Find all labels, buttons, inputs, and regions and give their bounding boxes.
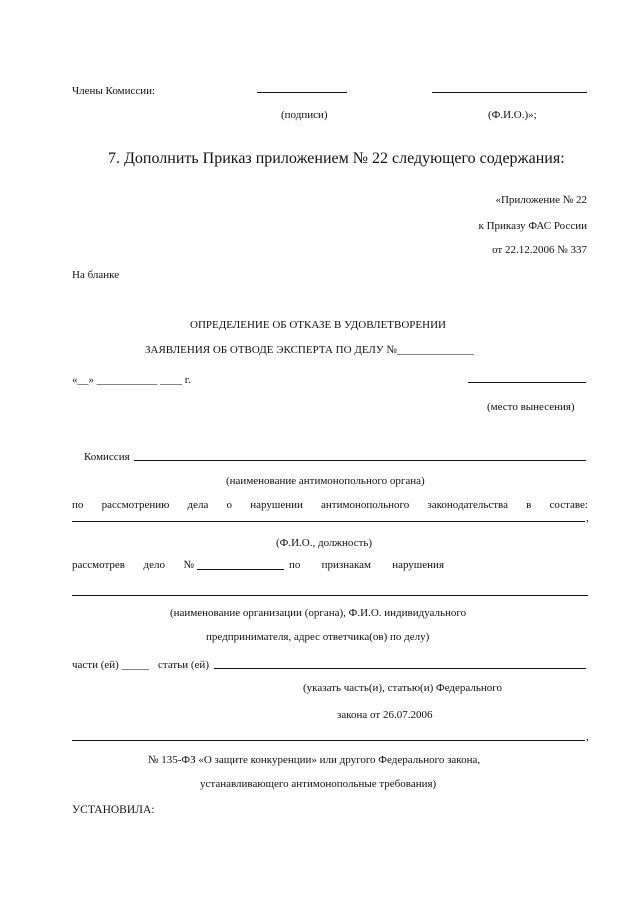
item-7-heading: 7. Дополнить Приказ приложением № 22 следующего содержания: xyxy=(108,150,565,167)
appendix-line-3: от 22.12.2006 № 337 xyxy=(492,244,587,256)
word: по xyxy=(289,559,301,571)
established-heading: УСТАНОВИЛА: xyxy=(72,804,155,816)
word: нарушения xyxy=(392,559,444,571)
word: рассмотрев xyxy=(72,559,125,571)
word: антимонопольного xyxy=(321,499,410,511)
word: признакам xyxy=(321,559,371,571)
signatures-caption: (подписи) xyxy=(281,109,328,121)
letterhead-note: На бланке xyxy=(72,269,120,281)
place-line xyxy=(468,382,586,383)
word: № xyxy=(183,559,194,571)
articles-label: статьи (ей) xyxy=(158,659,209,671)
respondent-line xyxy=(72,595,588,596)
word: в xyxy=(526,499,532,511)
articles-line xyxy=(214,668,586,669)
appendix-line-2: к Приказу ФАС России xyxy=(478,220,587,232)
commission-label: Комиссия xyxy=(84,451,130,463)
consideration-row xyxy=(72,500,588,511)
respondent-caption-line-2: предпринимателя, адрес ответчика(ов) по делу) xyxy=(206,631,430,643)
fio-position-caption: (Ф.И.О., должность) xyxy=(276,537,373,549)
law-caption-line-2: закона от 26.07.2006 xyxy=(337,709,433,721)
composition-line xyxy=(72,521,585,522)
law-comma: , xyxy=(586,731,589,743)
commission-caption: (наименование антимонопольного органа) xyxy=(226,475,425,487)
document-title-line-2: ЗАЯВЛЕНИЯ ОБ ОТВОДЕ ЭКСПЕРТА ПО ДЕЛУ №______________ xyxy=(145,344,474,356)
commission-name-line xyxy=(134,460,586,461)
case-number-line xyxy=(197,569,284,570)
law-caption-line-1: (указать часть(и), статью(и) Федерального xyxy=(303,682,503,694)
word: рассмотрению xyxy=(101,499,170,511)
word: законодательства xyxy=(427,499,508,511)
word: составе: xyxy=(549,499,588,511)
case-row-left xyxy=(72,560,194,571)
composition-comma: , xyxy=(586,512,589,524)
fio-caption: (Ф.И.О.)»; xyxy=(488,109,537,121)
document-title-line-1: ОПРЕДЕЛЕНИЕ ОБ ОТКАЗЕ В УДОВЛЕТВОРЕНИИ xyxy=(190,319,446,331)
word: нарушении xyxy=(250,499,303,511)
appendix-line-1: «Приложение № 22 xyxy=(495,194,587,206)
law-line-text-2: устанавливающего антимонопольные требования) xyxy=(200,778,437,790)
law-line xyxy=(72,740,585,741)
parts-label: части (ей) _____ xyxy=(72,659,150,671)
word: дела xyxy=(187,499,209,511)
law-line-text-1: № 135-ФЗ «О защите конкуренции» или другого Федерального закона, xyxy=(148,754,481,766)
commission-members-label: Члены Комиссии: xyxy=(72,85,156,97)
date-field: «__» ___________ ____ г. xyxy=(72,374,191,386)
word: по xyxy=(72,499,84,511)
respondent-caption-line-1: (наименование организации (органа), Ф.И.О. индивидуального xyxy=(170,607,467,619)
signature-line xyxy=(257,92,347,93)
case-row-right xyxy=(289,560,444,571)
place-caption: (место вынесения) xyxy=(487,401,575,413)
fio-line xyxy=(432,92,587,93)
word: дело xyxy=(143,559,165,571)
word: о xyxy=(226,499,233,511)
